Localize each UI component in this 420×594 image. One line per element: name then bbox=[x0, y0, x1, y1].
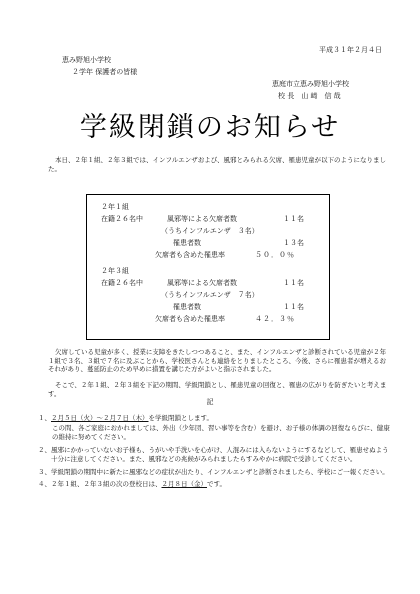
class3-affected-count: １１名 bbox=[283, 303, 304, 311]
class3-affected-label: 罹患者数 bbox=[173, 303, 201, 311]
class3-rate-label: 欠席者も含めた罹患率 bbox=[155, 315, 225, 323]
intro-paragraph bbox=[48, 156, 388, 173]
item-number: ２、 bbox=[38, 445, 51, 454]
ki-marker: 記 bbox=[206, 398, 214, 406]
class3-enrolled: 在籍２６名中 bbox=[101, 279, 143, 287]
body-paragraph-2-text: そこで、２年１組、２年３組を下記の期間、学級閉鎖とし、罹患児童の回復と、罹患の広がりを防ぎたいと考えます。 bbox=[48, 381, 387, 398]
body-paragraph-1-text: 欠席している児童が多く、授業に支障をきたしつつあること、また、インフルエンザと診断されている児童が２年１組で３名、３組で７名に及ぶことから、学校医さんとも連絡をとりましたところ、今後、さらに罹患者が増えるおそれがあり、蔓延防止のため早めに措置を講じた方がよいと指示されました。 bbox=[48, 348, 387, 373]
class1-enrolled: 在籍２６名中 bbox=[101, 215, 143, 223]
sender-school: 恵庭市立恵み野旭小学校 bbox=[272, 80, 349, 88]
body-paragraph-2 bbox=[48, 381, 388, 398]
class3-absent-label: 風邪等による欠席者数 bbox=[167, 279, 237, 287]
intro-text: 本日、２年１組、２年３組では、インフルエンザおよび、風邪とみられる欠席、罹患児童が以下のようになりました。 bbox=[48, 156, 386, 173]
body-paragraph-1 bbox=[48, 348, 388, 374]
sender-principal: 校 長 山 﨑 信 哉 bbox=[278, 92, 341, 100]
class1-flu-label: （うちインフルエンザ ３名） bbox=[161, 227, 259, 235]
class1-affected-count: １３名 bbox=[283, 239, 304, 247]
item-number: ３、 bbox=[38, 467, 51, 476]
class3-absent-count: １１名 bbox=[283, 279, 304, 287]
absence-table bbox=[86, 194, 330, 340]
list-item bbox=[38, 480, 392, 490]
item-text: です。 bbox=[207, 480, 226, 488]
item-text: 風邪にかかっていないお子様も、うがいや手洗いを心がけ、人混みには入らないようにするなどして、罹患せぬよう十分に注意してください。また、風邪などの兆候がみられましたらすみやかに病院で受診してください。 bbox=[51, 445, 389, 463]
item-detail: この間、各ご家庭におかれましては、外出（少年団、習い事等を含む）を避け、お子様の体調の回復ならびに、健康の維持に努めてください。 bbox=[52, 423, 390, 441]
item-text: 学級閉鎖の期間中に新たに風邪などの症状が出たり、インフルエンザと診断されましたら、学校にご一報ください。 bbox=[51, 467, 389, 476]
class1-rate-label: 欠席者も含めた罹患率 bbox=[155, 251, 225, 259]
class1-name: ２年１組 bbox=[101, 203, 129, 211]
recipient-school: 恵み野旭小学校 bbox=[62, 56, 111, 64]
class1-affected-label: 罹患者数 bbox=[173, 239, 201, 247]
class1-rate-value: ５０．０％ bbox=[255, 251, 295, 259]
class1-absent-label: 風邪等による欠席者数 bbox=[167, 215, 237, 223]
item-number: １、 bbox=[38, 414, 51, 422]
next-school-day: ２月８日（金） bbox=[161, 480, 207, 488]
class3-name: ２年３組 bbox=[101, 267, 129, 275]
closure-period: ２月５日（火）～２月７日（木） bbox=[51, 414, 149, 422]
notice-items bbox=[38, 414, 392, 493]
issue-date: 平成３１年２月４日 bbox=[319, 46, 382, 54]
list-item bbox=[38, 414, 392, 443]
class1-absent-count: １１名 bbox=[283, 215, 304, 223]
list-item bbox=[38, 468, 392, 478]
list-item bbox=[38, 446, 392, 465]
recipient-guardians: ２学年 保護者の皆様 bbox=[72, 68, 138, 76]
class3-rate-value: ４２．３％ bbox=[255, 315, 295, 323]
item-text: ２年１組、２年３組の次の登校日は、 bbox=[51, 480, 162, 488]
item-number: ４、 bbox=[38, 480, 51, 488]
item-text: を学級閉鎖とします。 bbox=[148, 414, 213, 422]
page-title: 学級閉鎖のお知らせ bbox=[79, 112, 341, 143]
class3-flu-label: （うちインフルエンザ ７名） bbox=[161, 291, 259, 299]
